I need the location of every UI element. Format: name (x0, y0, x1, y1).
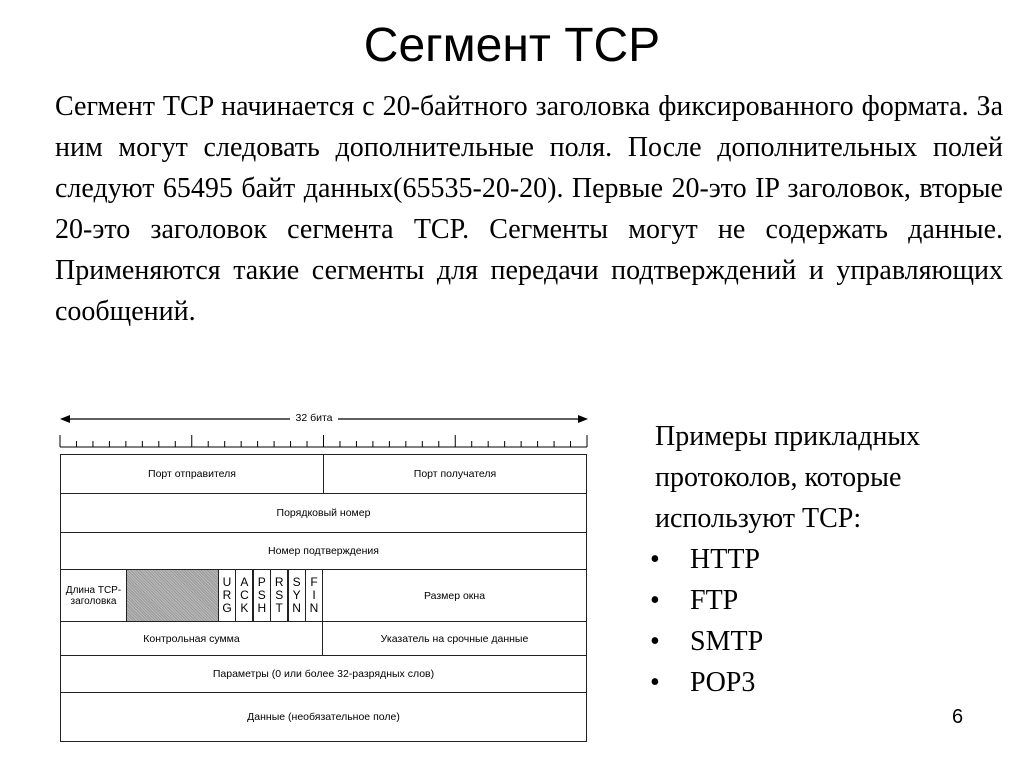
protocol-item (650, 662, 975, 703)
flag-fin: FIN (305, 569, 323, 622)
ack-number-field: Номер подтверждения (60, 532, 587, 570)
flag-rst: RST (270, 569, 288, 622)
protocol-label: SMTP (690, 626, 764, 657)
checksum-field: Контрольная сумма (60, 621, 323, 656)
header-length-field: Длина TCP-заголовка (60, 569, 127, 622)
window-size-field: Размер окна (322, 569, 587, 622)
bullet-icon: • (650, 626, 660, 657)
protocol-label: FTP (690, 585, 739, 616)
bullet-icon: • (650, 585, 660, 616)
bullet-icon: • (650, 667, 660, 698)
protocol-label: HTTP (690, 544, 760, 575)
flag-urg: URG (218, 569, 236, 622)
dest-port-field: Порт получателя (323, 454, 587, 494)
reserved-field (126, 569, 219, 622)
examples-intro: Примеры прикладных протоколов, которые используют TCP: (655, 421, 921, 534)
protocol-item (650, 580, 975, 621)
bullet-icon: • (650, 544, 660, 575)
protocol-label: POP3 (690, 667, 756, 698)
sequence-number-field: Порядковый номер (60, 493, 587, 533)
width-label: 32 бита (290, 412, 338, 424)
flag-syn: SYN (288, 569, 306, 622)
protocol-item (650, 539, 975, 580)
slide-title: Сегмент TCP (363, 19, 661, 72)
source-port-field: Порт отправителя (60, 454, 324, 494)
flag-ack: ACK (235, 569, 253, 622)
description-paragraph: Сегмент TCP начинается с 20-байтного заголовка фиксированного формата. За ним могут следовать дополнительные поля. После дополнительных полей следуют 65495 байт данных(65535-20-20). Первые 20-это IP заголовок, вторые 20-это заголовок сегмента TCP. Сегменты могут не содержать данные. Применяются такие сегменты для передачи подтверждений и управляющих сообщений. (55, 91, 1003, 327)
urgent-pointer-field: Указатель на срочные данные (322, 621, 587, 656)
page-number: 6 (952, 706, 964, 728)
flag-psh: PSH (253, 569, 271, 622)
tcp-header-diagram (50, 405, 600, 750)
options-field: Параметры (0 или более 32-разрядных слов) (60, 655, 587, 693)
protocol-item (650, 621, 975, 662)
protocol-examples (650, 416, 975, 703)
data-field: Данные (необязательное поле) (60, 692, 587, 742)
